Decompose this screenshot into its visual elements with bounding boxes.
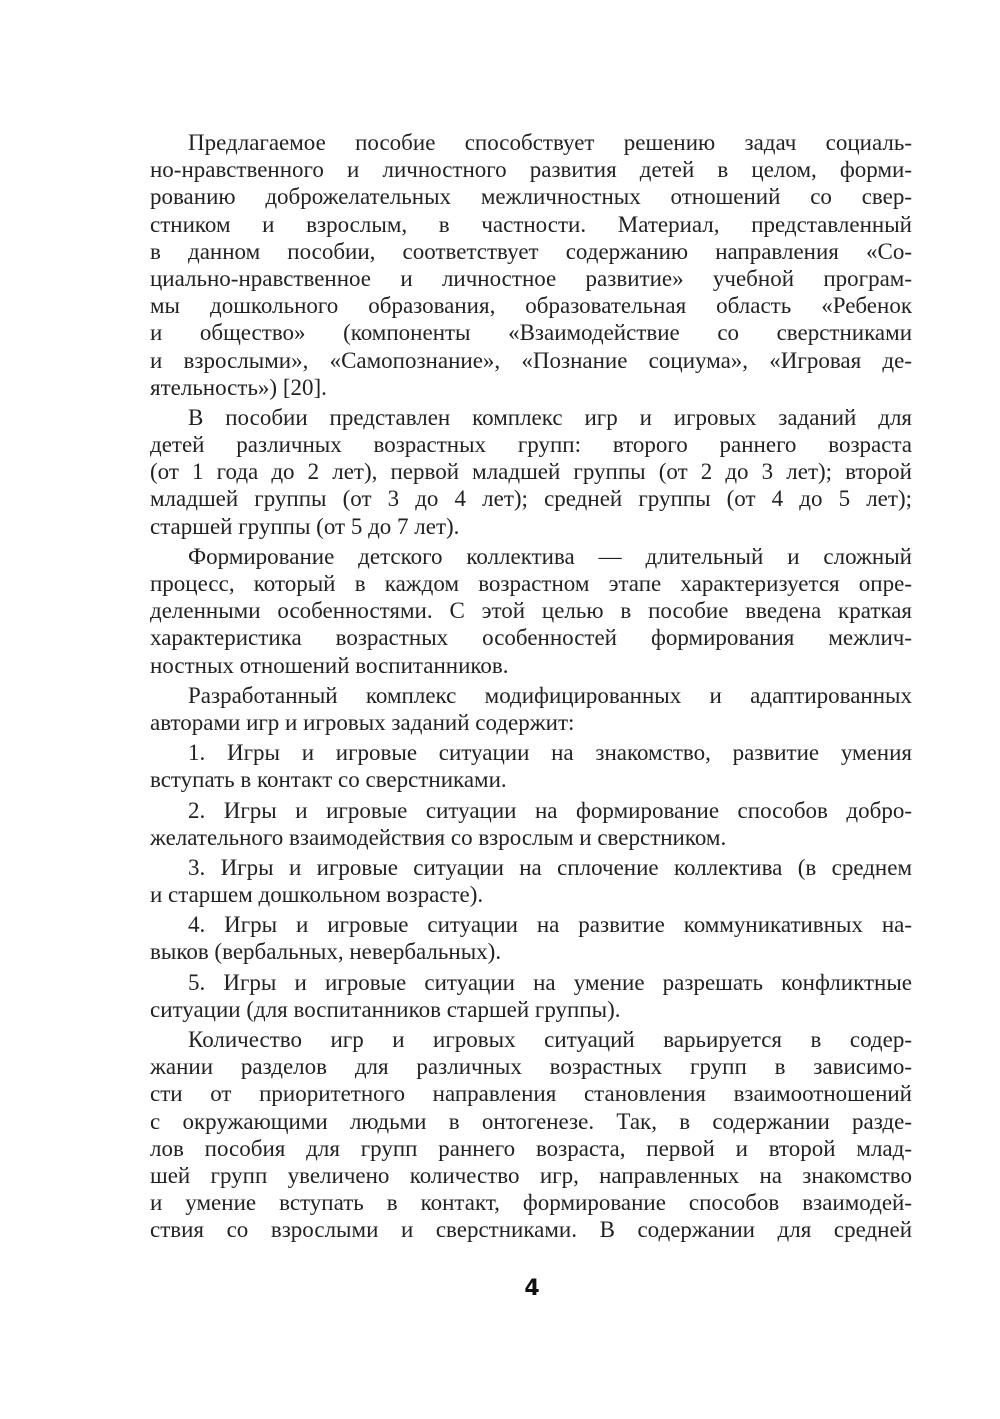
text-line: процесс, который в каждом возрастном этапе характеризуется опре- — [150, 571, 912, 596]
text-line: ностных отношений воспитанников. — [150, 652, 509, 678]
text-line: Формирование детского коллектива — длительный и сложный — [188, 543, 912, 569]
text-line: с окружающими людьми в онтогенезе. Так, в содержании разде- — [150, 1108, 912, 1134]
paragraph — [150, 797, 912, 851]
text-line: и старшем дошкольном возрасте). — [150, 882, 484, 908]
paragraph — [150, 1026, 912, 1244]
text-line: Количество игр и игровых ситуаций варьируется в содер- — [188, 1027, 912, 1052]
paragraph — [150, 682, 912, 736]
paragraph — [150, 969, 912, 1023]
body-text — [150, 129, 912, 1244]
text-line: детей различных возрастных групп: второго раннего возраста — [150, 432, 912, 458]
text-line: мы дошкольного образования, образовательная область «Ребенок — [150, 293, 912, 319]
text-line: выков (вербальных, невербальных). — [150, 939, 502, 965]
text-line: в данном пособии, соответствует содержанию направления «Со- — [150, 238, 912, 264]
text-line: циально-нравственное и личностное развитие» учебной програм- — [150, 265, 912, 291]
text-line: шей групп увеличено количество игр, направленных на знакомство — [150, 1162, 912, 1188]
text-line: старшей группы (от 5 до 7 лет). — [150, 513, 460, 539]
text-line: 5. Игры и игровые ситуации на умение разрешать конфликтные — [188, 969, 912, 995]
text-line: (от 1 года до 2 лет), первой младшей группы (от 2 до 3 лет); второй — [150, 459, 912, 485]
text-line: и взрослыми», «Самопознание», «Познание социума», «Игровая де- — [150, 347, 912, 373]
paragraph — [150, 129, 912, 401]
text-line: стником и взрослым, в частности. Материал, представленный — [150, 211, 912, 237]
text-line: 4. Игры и игровые ситуации на развитие коммуникативных на- — [188, 912, 912, 938]
page-number: 4 — [524, 1276, 540, 1301]
text-line: и общество» (компоненты «Взаимодействие со сверстниками — [150, 320, 912, 346]
paragraph — [150, 739, 912, 793]
text-line: ствия со взрослыми и сверстниками. В содержании для средней — [150, 1217, 912, 1243]
text-line: 1. Игры и игровые ситуации на знакомство, развитие умения — [188, 740, 912, 766]
text-line: авторами игр и игровых заданий содержит: — [150, 709, 575, 735]
text-line: характеристика возрастных особенностей формирования межлич- — [150, 625, 912, 651]
text-line: В пособии представлен комплекс игр и игровых заданий для — [188, 404, 912, 430]
text-line: ситуации (для воспитанников старшей группы). — [150, 996, 621, 1022]
text-line: жании разделов для различных возрастных групп в зависимо- — [150, 1054, 912, 1080]
text-line: и умение вступать в контакт, формирование способов взаимодей- — [150, 1190, 912, 1216]
text-line: деленными особенностями. С этой целью в пособие введена краткая — [150, 598, 912, 624]
text-line: но-нравственного и личностного развития детей в целом, форми- — [150, 157, 912, 183]
text-line: Предлагаемое пособие способствует решению задач социаль- — [188, 130, 912, 155]
paragraph — [150, 911, 912, 965]
text-line: ятельность») [20]. — [150, 374, 327, 400]
text-line: Разработанный комплекс модифицированных и адаптированных — [188, 682, 912, 708]
paragraph — [150, 404, 912, 540]
text-line: младшей группы (от 3 до 4 лет); средней группы (от 4 до 5 лет); — [150, 486, 912, 512]
text-line: 2. Игры и игровые ситуации на формирование способов добро- — [188, 797, 912, 823]
text-line: 3. Игры и игровые ситуации на сплочение коллектива (в среднем — [188, 854, 912, 880]
text-line: лов пособия для групп раннего возраста, первой и второй млад- — [150, 1135, 912, 1161]
paragraph — [150, 854, 912, 908]
text-line: желательного взаимодействия со взрослым и сверстником. — [150, 824, 727, 850]
text-line: сти от приоритетного направления становления взаимоотношений — [150, 1081, 912, 1107]
text-line: рованию доброжелательных межличностных отношений со свер- — [150, 184, 912, 210]
text-line: вступать в контакт со сверстниками. — [150, 767, 507, 793]
paragraph — [150, 543, 912, 679]
